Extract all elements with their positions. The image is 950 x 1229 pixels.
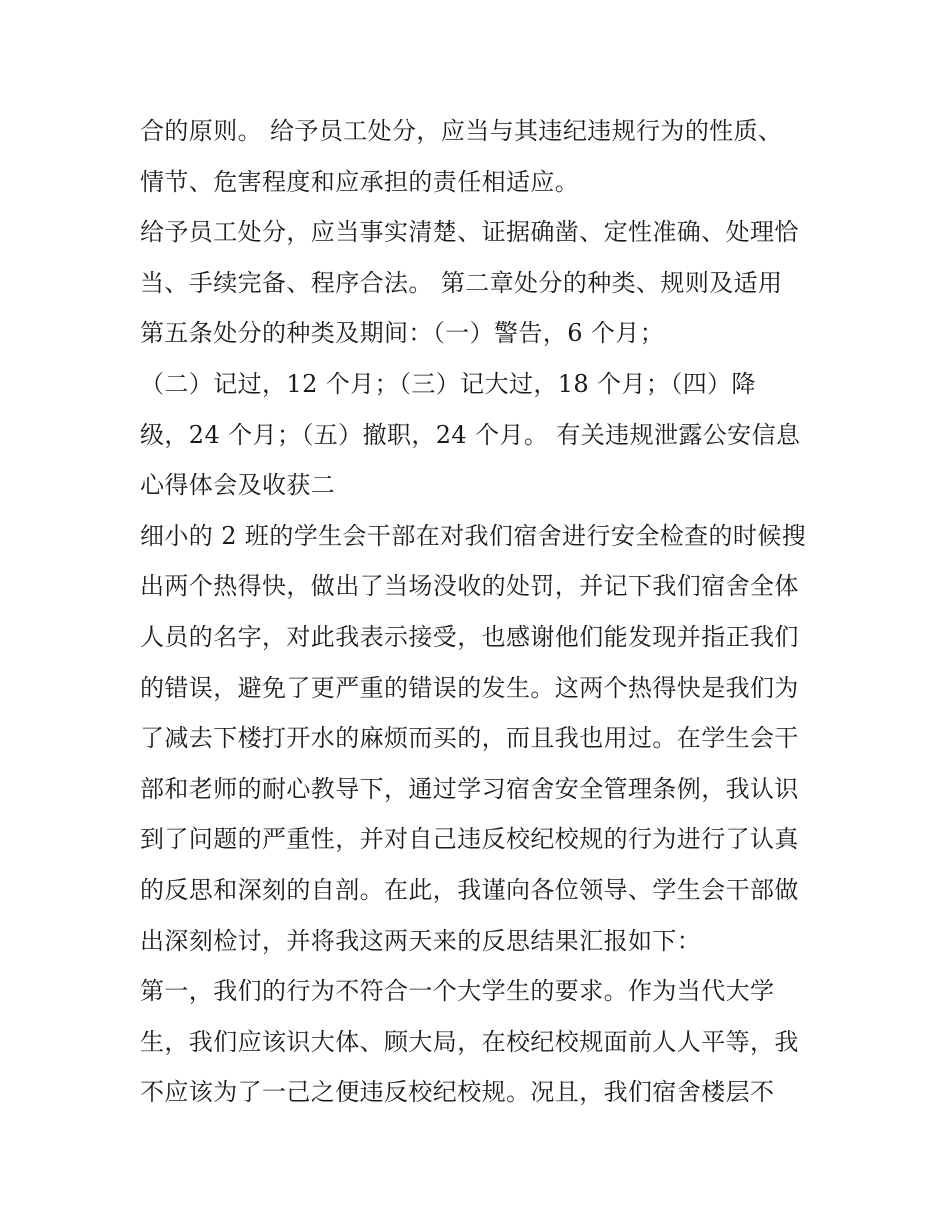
text-line: 当、手续完备、程序合法。 第二章处分的种类、规则及适用 [140,268,783,297]
text-line: 不应该为了一己之便违反校纪校规。况且，我们宿舍楼层不 [140,1078,775,1107]
text-line: 情节、危害程度和应承担的责任相适应。 [140,167,580,196]
section-heading: 心得体会及收获二 [140,471,336,500]
text-line: 到了问题的严重性，并对自己违反校纪校规的行为进行了认真 [140,825,799,854]
text-line: 了减去下楼打开水的麻烦而买的，而且我也用过。在学生会干 [140,724,799,753]
text-line: 第五条处分的种类及期间：（一）警告，6 个月； [140,319,665,348]
text-line: 级，24 个月；（五）撤职，24 个月。 有关违规泄露公安信息 [140,420,801,449]
text-line: 细小的 2 班的学生会干部在对我们宿舍进行安全检查的时候搜 [140,521,807,550]
text-line: 生，我们应该识大体、顾大局，在校纪校规面前人人平等，我 [140,1027,799,1056]
text-line: 给予员工处分，应当事实清楚、证据确凿、定性准确、处理恰 [140,218,799,247]
text-line: 的反思和深刻的自剖。在此，我谨向各位领导、学生会干部做 [140,875,799,904]
text-line: 的错误，避免了更严重的错误的发生。这两个热得快是我们为 [140,673,799,702]
text-line: 人员的名字，对此我表示接受，也感谢他们能发现并指正我们 [140,622,799,651]
text-line: 部和老师的耐心教导下，通过学习宿舍安全管理条例，我认识 [140,774,799,803]
text-line: （二）记过，12 个月；（三）记大过，18 个月；（四）降 [140,369,756,398]
text-line: 出两个热得快，做出了当场没收的处罚，并记下我们宿舍全体 [140,572,799,601]
text-line: 出深刻检讨，并将我这两天来的反思结果汇报如下： [140,926,702,955]
text-line: 第一，我们的行为不符合一个大学生的要求。作为当代大学 [140,977,775,1006]
text-line: 合的原则。 给予员工处分，应当与其违纪违规行为的性质、 [140,117,783,145]
document-body [140,106,820,1118]
